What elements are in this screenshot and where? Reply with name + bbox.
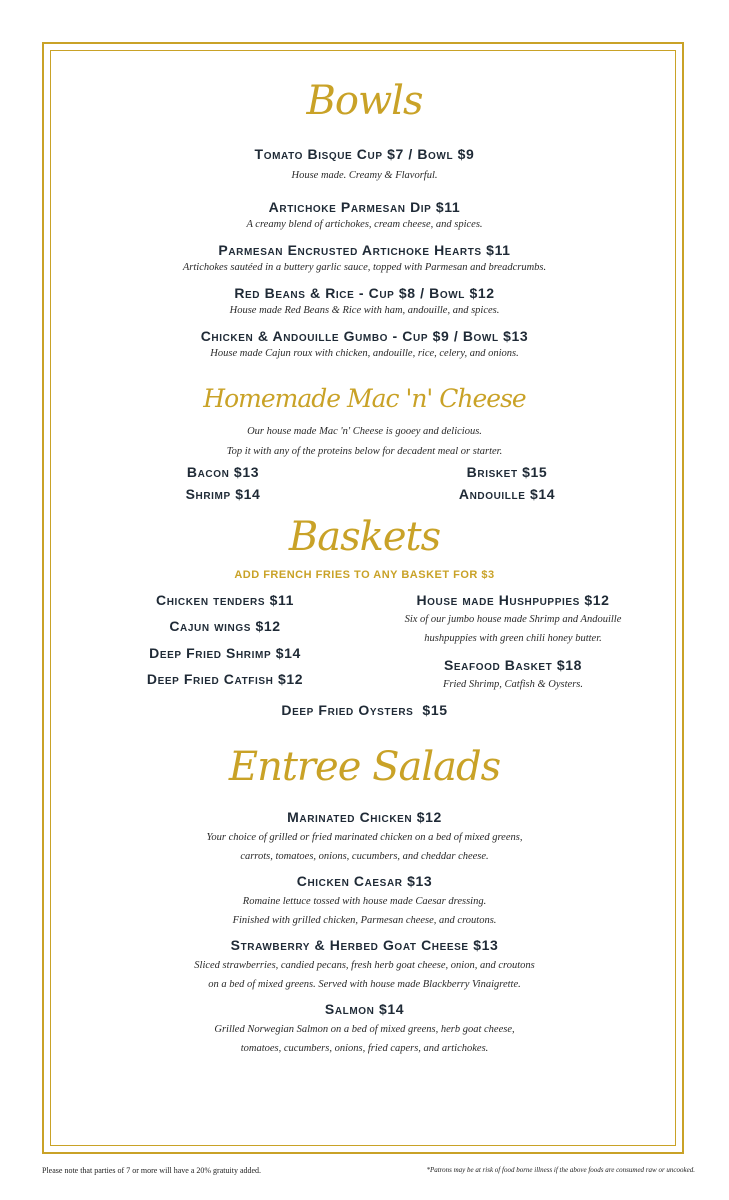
baskets-fries-note: ADD FRENCH FRIES TO ANY BASKET FOR $3 [234,569,495,581]
menu-item-description: tomatoes, cucumbers, onions, fried capers, and artichokes. [240,1043,489,1054]
baskets-heading: Baskets [288,514,441,560]
basket-item: Chicken tenders $11 [156,592,294,608]
basket-item-description: hushpuppies with green chili honey butter. [424,633,602,644]
mac-option: Brisket $15 [466,464,548,480]
menu-item-name: Marinated Chicken $12 [287,809,442,825]
menu-item-description: House made Red Beans & Rice with ham, andouille, and spices. [229,305,500,316]
menu-item-name: Chicken & Andouille Gumbo - Cup $9 / Bowl $13 [200,328,529,344]
basket-item: Seafood Basket $18 [443,657,583,673]
food-safety-disclaimer: *Patrons may be at risk of food borne illness if the above foods are consumed raw or uncooked. [426,1166,695,1174]
basket-item: Deep Fried Shrimp $14 [149,645,301,661]
entree-salads-heading: Entree Salads [228,744,501,790]
menu-item-name: Red Beans & Rice - Cup $8 / Bowl $12 [234,285,495,301]
menu-item-name: Salmon $14 [324,1001,405,1017]
menu-item-description: carrots, tomatoes, onions, cucumbers, and cheddar cheese. [240,851,489,862]
menu-item-name: Tomato Bisque Cup $7 / Bowl $9 [254,146,475,162]
menu-item-name: Artichoke Parmesan Dip $11 [268,199,461,215]
basket-item-description: Six of our jumbo house made Shrimp and Andouille [404,614,622,625]
menu-item-name: Strawberry & Herbed Goat Cheese $13 [230,937,499,953]
mac-option: Shrimp $14 [185,486,261,502]
bowls-heading: Bowls [306,78,423,124]
menu-item-name: Chicken Caesar $13 [296,873,433,889]
menu-item-description: Romaine lettuce tossed with house made Caesar dressing. [242,896,487,907]
menu-item-description: Finished with grilled chicken, Parmesan cheese, and croutons. [232,915,497,926]
basket-item: Cajun wings $12 [169,618,281,634]
mac-cheese-description: Top it with any of the proteins below for decadent meal or starter. [226,446,503,457]
basket-item: Deep Fried Catfish $12 [146,671,304,687]
menu-item-description: House made. Creamy & Flavorful. [291,170,438,181]
mac-option: Bacon $13 [186,464,260,480]
menu-item-description: Your choice of grilled or fried marinated chicken on a bed of mixed greens, [206,832,523,843]
menu-item-description: House made Cajun roux with chicken, andouille, rice, celery, and onions. [210,348,519,359]
mac-cheese-description: Our house made Mac 'n' Cheese is gooey and delicious. [247,426,482,437]
menu-item-description: Sliced strawberries, candied pecans, fresh herb goat cheese, onion, and croutons [194,960,535,971]
menu-item-description: Artichokes sautéed in a buttery garlic sauce, topped with Parmesan and breadcrumbs. [182,262,547,273]
menu-item-description: on a bed of mixed greens. Served with house made Blackberry Vinaigrette. [208,979,521,990]
gratuity-note: Please note that parties of 7 or more will have a 20% gratuity added. [42,1166,262,1175]
menu-item-description: A creamy blend of artichokes, cream cheese, and spices. [246,219,483,230]
menu-item-name: Parmesan Encrusted Artichoke Hearts $11 [218,242,511,258]
menu-item-description: Grilled Norwegian Salmon on a bed of mixed greens, herb goat cheese, [214,1024,515,1035]
mac-cheese-heading: Homemade Mac 'n' Cheese [203,384,526,413]
mac-option: Andouille $14 [458,486,556,502]
basket-item: House made Hushpuppies $12 [416,592,610,608]
basket-item: Deep Fried Oysters $15 [281,702,448,718]
basket-item-description: Fried Shrimp, Catfish & Oysters. [442,679,583,690]
